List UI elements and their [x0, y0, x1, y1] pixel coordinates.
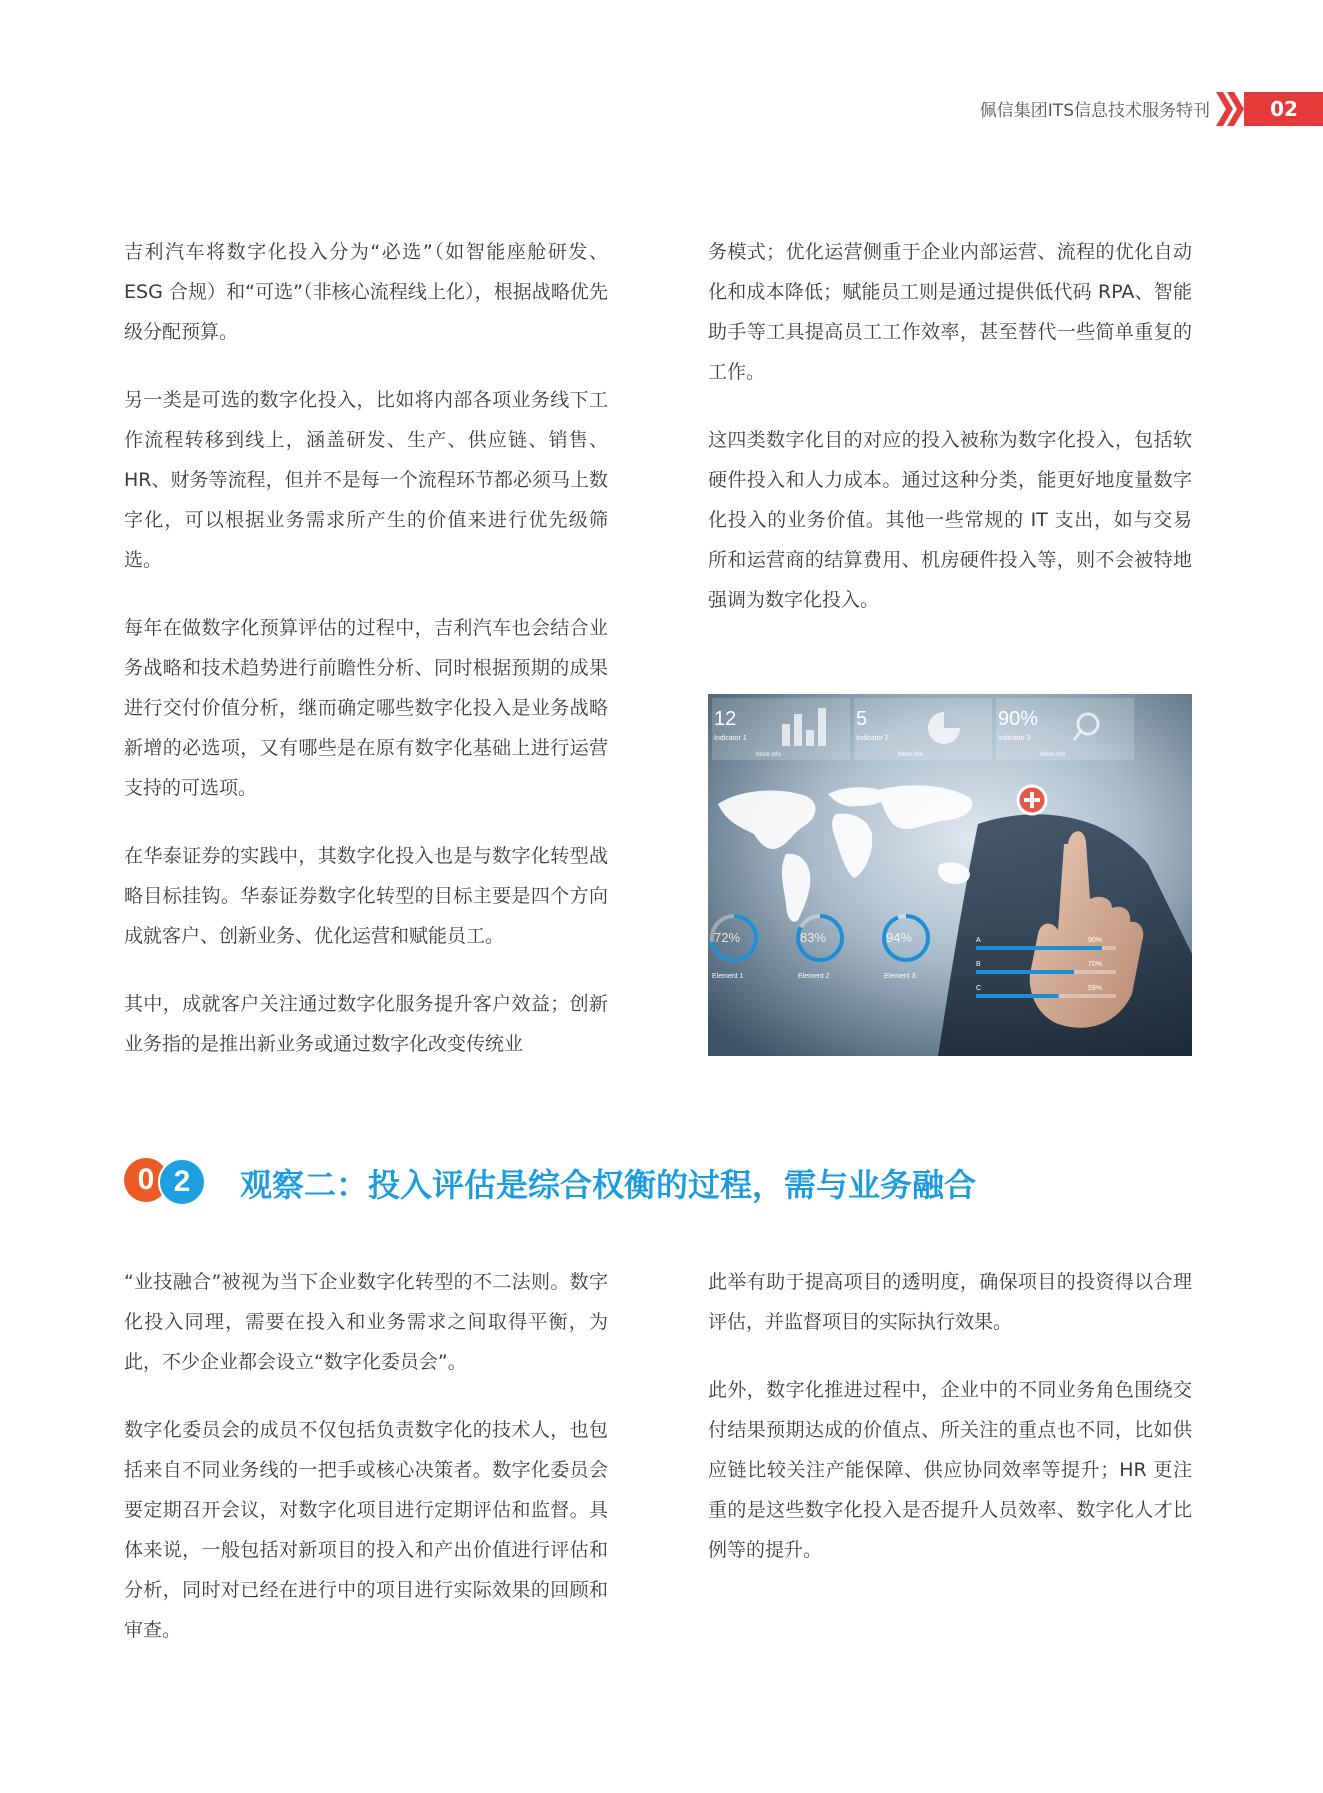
indicator-1-value: 12: [714, 708, 737, 730]
bottom-right-column: [708, 1262, 1192, 1598]
bar-a-value: 90%: [1088, 937, 1103, 944]
bar-c-label: C: [976, 985, 982, 992]
page-number-badge: 02: [1244, 92, 1323, 126]
paragraph: 这四类数字化目的对应的投入被称为数字化投入，包括软硬件投入和人力成本。通过这种分类，能更好地度量数字化投入的业务价值。其他一些常规的 IT 支出，如与交易所和运营商的结算费用、机房硬件投入等，则不会被特地强调为数字化投入。: [708, 429, 1192, 611]
indicator-panel-2: [854, 698, 992, 760]
top-left-column: [124, 232, 608, 1092]
chevron-right-icon: [1216, 92, 1246, 126]
paragraph: 吉利汽车将数字化投入分为“必选”（如智能座舱研发、ESG 合规）和“可选”（非核心流程线上化），根据战略优先级分配预算。: [124, 241, 608, 343]
section-title: 观察二：投入评估是综合权衡的过程，需与业务融合: [240, 1166, 977, 1204]
indicator-2-more: More info: [898, 752, 924, 758]
paragraph: 此外，数字化推进过程中，企业中的不同业务角色围绕交付结果预期达成的价值点、所关注的重点也不同，比如供应链比较关注产能保障、供应协同效率等提升；HR 更注重的是这些数字化投入是否提升人员效率、数字化人才比例等的提升。: [708, 1379, 1192, 1561]
magazine-title: 佩信集团ITS信息技术服务特刊: [979, 101, 1210, 121]
element-2-value: 83%: [800, 930, 827, 945]
element-3-label: Element 3: [884, 973, 916, 980]
element-1-value: 72%: [714, 930, 741, 945]
paragraph: “业技融合”被视为当下企业数字化转型的不二法则。数字化投入同理，需要在投入和业务需求之间取得平衡，为此，不少企业都会设立“数字化委员会”。: [124, 1271, 608, 1373]
element-3-value: 94%: [886, 930, 913, 945]
indicator-3-value: 90%: [998, 708, 1039, 730]
paragraph: 每年在做数字化预算评估的过程中，吉利汽车也会结合业务战略和技术趋势进行前瞻性分析、同时根据预期的成果进行交付价值分析，继而确定哪些数字化投入是业务战略新增的必选项，又有哪些是在原有数字化基础上进行运营支持的可选项。: [124, 617, 608, 799]
bottom-left-column: [124, 1262, 608, 1678]
indicator-3-more: More info: [1040, 752, 1066, 758]
element-2-label: Element 2: [798, 973, 830, 980]
bar-b-value: 70%: [1088, 961, 1103, 968]
paragraph: 此举有助于提高项目的透明度，确保项目的投资得以合理评估，并监督项目的实际执行效果。: [708, 1271, 1192, 1333]
section-number-digit-2: 2: [158, 1158, 206, 1206]
progress-fill: [976, 970, 1074, 974]
paragraph: 在华泰证券的实践中，其数字化投入也是与数字化转型战略目标挂钩。华泰证券数字化转型的目标主要是四个方向 成就客户、创新业务、优化运营和赋能员工。: [124, 845, 608, 947]
indicator-1-label: Indicator 1: [714, 735, 747, 742]
section-number-digit-0: 0: [124, 1158, 168, 1202]
paragraph: 务模式；优化运营侧重于企业内部运营、流程的优化自动化和成本降低；赋能员工则是通过提供低代码 RPA、智能助手等工具提高员工工作效率，甚至替代一些简单重复的工作。: [708, 241, 1192, 383]
indicator-2-value: 5: [856, 708, 868, 730]
top-right-column: [708, 232, 1192, 648]
paragraph: 数字化委员会的成员不仅包括负责数字化的技术人，也包括来自不同业务线的一把手或核心决策者。数字化委员会要定期召开会议，对数字化项目进行定期评估和监督。具体来说，一般包括对新项目的投入和产出价值进行评估和分析，同时对已经在进行中的项目进行实际效果的回顾和审查。: [124, 1419, 608, 1641]
indicator-3-label: Indicator 3: [998, 735, 1031, 742]
indicator-2-label: Indicator 2: [856, 735, 889, 742]
bar-a-label: A: [976, 937, 981, 944]
bar-b-label: B: [976, 961, 981, 968]
dashboard-photo: [708, 694, 1192, 1056]
paragraph: 其中，成就客户关注通过数字化服务提升客户效益；创新业务指的是推出新业务或通过数字化改变传统业: [124, 993, 608, 1055]
element-1-label: Element 1: [712, 973, 744, 980]
bar-c-value: 59%: [1088, 985, 1103, 992]
progress-fill: [976, 946, 1102, 950]
indicator-1-more: More info: [756, 752, 782, 758]
progress-fill: [976, 994, 1059, 998]
paragraph: 另一类是可选的数字化投入，比如将内部各项业务线下工作流程转移到线上，涵盖研发、生产、供应链、销售、HR、财务等流程，但并不是每一个流程环节都必须马上数字化，可以根据业务需求所产生的价值来进行优先级筛选。: [124, 389, 608, 571]
